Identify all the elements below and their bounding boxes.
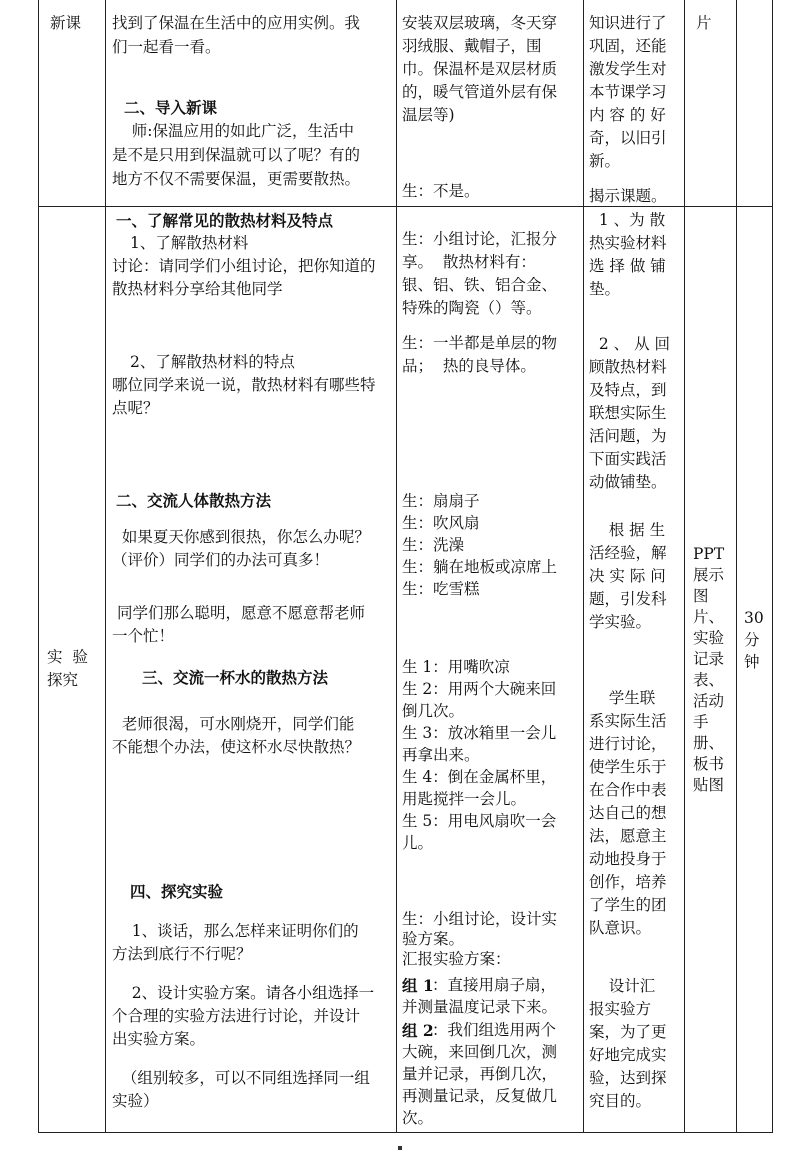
- teacher-text: 找到了保温在生活中的应用实例。我: [112, 14, 361, 32]
- intent-text: 及特点，到: [589, 381, 667, 399]
- resource-text: 板书: [693, 755, 725, 773]
- resource-text: 手: [693, 713, 709, 731]
- column-divider: [396, 0, 397, 1132]
- subsection-title: 1、了解散热材料: [130, 234, 249, 252]
- student-text: 生：小组讨论，设计实: [402, 910, 558, 928]
- teacher-text: 同学们那么聪明，愿意不愿意帮老师: [112, 604, 365, 622]
- teacher-text: 散热材料分享给其他同学: [112, 280, 283, 298]
- intent-text: 巩固，还能: [589, 37, 667, 55]
- resource-text: 记录: [693, 650, 725, 668]
- teacher-text: 如果夏天你感到很热，你怎么办呢？: [112, 528, 370, 546]
- student-text: 温层等): [402, 106, 455, 124]
- teacher-text: 2、设计实验方案。请各小组选择一: [112, 984, 375, 1002]
- student-text: 生 1：用嘴吹凉: [402, 658, 510, 676]
- student-text: 银、铝、铁、铝合金、: [402, 276, 558, 294]
- student-text: 用匙搅拌一会儿。: [402, 790, 527, 808]
- intent-text: 究目的。: [589, 1092, 652, 1110]
- teacher-text: （组别较多，可以不同组选择同一组: [112, 1069, 370, 1087]
- intent-text: 垫。: [589, 280, 621, 298]
- teacher-text: 实验）: [112, 1092, 159, 1110]
- column-divider: [736, 0, 737, 1132]
- resource-row1: 片: [696, 14, 712, 32]
- student-text: 生：一半都是单层的物: [402, 334, 558, 352]
- teacher-text: 是不是只用到保温就可以了呢？有的: [112, 146, 361, 164]
- intent-text: 学生联: [589, 689, 656, 707]
- resource-text: PPT: [693, 545, 725, 563]
- teacher-text: 一个忙！: [112, 627, 175, 645]
- intent-text: 揭示课题。: [589, 187, 667, 205]
- teacher-text: 讨论：请同学们小组讨论，把你知道的: [112, 257, 376, 275]
- section-title: 一、了解常见的散热材料及特点: [116, 211, 334, 230]
- intent-text: 报实验方: [589, 1000, 652, 1018]
- intent-text: 创作，培养: [589, 873, 667, 891]
- stage-label-experiment: 实 验: [47, 648, 88, 666]
- student-text: 享。 散热材料有：: [402, 253, 536, 271]
- resource-text: 活动: [693, 692, 725, 710]
- subsection-title: 2、了解散热材料的特点: [130, 353, 295, 371]
- intent-text: 题，引发科: [589, 590, 667, 608]
- intent-text: 达自己的想: [589, 804, 667, 822]
- section-title: 四、探究实验: [130, 882, 224, 901]
- section-title: 二、交流人体散热方法: [116, 491, 272, 510]
- group-label: 组 1: [402, 976, 434, 995]
- resource-text: 实验: [693, 629, 725, 647]
- student-text: 汇报实验方案：: [402, 950, 511, 968]
- page-mark: [398, 1146, 402, 1150]
- intent-text: 好地完成实: [589, 1046, 667, 1064]
- student-text: 生：不是。: [402, 182, 480, 200]
- resource-text: 展示: [693, 566, 725, 584]
- student-text: 羽绒服、戴帽子，围: [402, 37, 542, 55]
- intent-text: 设计汇: [589, 977, 656, 995]
- intent-text: 案，为了更: [589, 1023, 667, 1041]
- stage-label-inquiry: 探究: [47, 671, 79, 689]
- student-text: ：直接用扇子扇，: [432, 976, 557, 994]
- time-text: 30: [744, 609, 764, 627]
- student-text: 量并记录，再倒几次，: [402, 1065, 558, 1083]
- student-text: 儿。: [402, 834, 434, 852]
- intent-text: 活问题，为: [589, 427, 667, 445]
- intent-text: 法，愿意主: [589, 827, 667, 845]
- stage-label-new-lesson: 新课: [50, 14, 82, 32]
- teacher-text: 方法到底行不行呢？: [112, 945, 252, 963]
- student-text: 大碗，来回倒几次，测: [402, 1043, 558, 1061]
- resource-text: 图: [693, 587, 709, 605]
- teacher-text: 师:保温应用的如此广泛，生活中: [112, 122, 354, 140]
- intent-text: 热实验材料: [589, 234, 667, 252]
- column-divider: [684, 0, 685, 1132]
- student-text: 并测量温度记录下来。: [402, 998, 558, 1016]
- resource-text: 册、: [693, 734, 725, 752]
- teacher-text: 出实验方案。: [112, 1030, 206, 1048]
- intent-text: 奇，以旧引: [589, 129, 667, 147]
- intent-text: 联想实际生: [589, 404, 667, 422]
- intent-text: 下面实践活: [589, 450, 667, 468]
- intent-text: 系实际生活: [589, 712, 667, 730]
- intent-text: 活经验，解: [589, 544, 667, 562]
- teacher-text: 哪位同学来说一说，散热材料有哪些特: [112, 376, 376, 394]
- student-text: 生：吹风扇: [402, 514, 480, 532]
- student-text: 生 3：放冰箱里一会儿: [402, 724, 557, 742]
- section-title: 三、交流一杯水的散热方法: [142, 668, 329, 687]
- column-divider: [583, 0, 584, 1132]
- intent-text: 了学生的团: [589, 896, 667, 914]
- intent-text: 动地投身于: [589, 850, 667, 868]
- intent-text: 顾散热材料: [589, 358, 667, 376]
- intent-text: 2 、 从 回: [589, 335, 671, 353]
- intent-text: 知识进行了: [589, 14, 667, 32]
- intent-text: 学实验。: [589, 613, 652, 631]
- student-text: ：我们组选用两个: [432, 1021, 557, 1039]
- teacher-text: 不能想个办法，使这杯水尽快散热？: [112, 738, 361, 756]
- teacher-text: 们一起看一看。: [112, 38, 221, 56]
- column-divider: [105, 0, 106, 1132]
- intent-text: 队意识。: [589, 919, 652, 937]
- student-text: 的，暖气管道外层有保: [402, 83, 558, 101]
- resource-text: 表、: [693, 671, 725, 689]
- teacher-text: 个合理的实验方法进行讨论，并设计: [112, 1007, 361, 1025]
- teacher-text: 地方不仅不需要保温，更需要散热。: [112, 170, 361, 188]
- teacher-text: 1、谈话，那么怎样来证明你们的: [112, 922, 359, 940]
- intent-text: 使学生乐于: [589, 758, 667, 776]
- intent-text: 本节课学习: [589, 83, 667, 101]
- student-text: 特殊的陶瓷（）等。: [402, 299, 542, 317]
- student-text: 生：吃雪糕: [402, 580, 480, 598]
- intent-text: 激发学生对: [589, 60, 667, 78]
- student-text: 次。: [402, 1109, 434, 1127]
- student-text: 生 4：倒在金属杯里，: [402, 768, 557, 786]
- teacher-text: 老师很渴，可水刚烧开，同学们能: [112, 715, 355, 733]
- student-text: 倒几次。: [402, 702, 465, 720]
- intent-text: 新。: [589, 152, 621, 170]
- student-text: 品； 热的良导体。: [402, 357, 536, 375]
- student-text: 再拿出来。: [402, 746, 480, 764]
- student-text: 生：小组讨论，汇报分: [402, 230, 558, 248]
- student-text: 巾。保温杯是双层材质: [402, 60, 558, 78]
- time-text: 钟: [744, 653, 760, 671]
- intent-text: 在合作中表: [589, 781, 667, 799]
- intent-text: 决 实 际 问: [589, 567, 666, 585]
- intent-text: 根 据 生: [589, 521, 666, 539]
- intent-text: 进行讨论，: [589, 735, 667, 753]
- resource-text: 片、: [693, 608, 725, 626]
- intent-text: 验，达到探: [589, 1069, 667, 1087]
- student-text: 验方案。: [402, 930, 465, 948]
- student-text: 生 2：用两个大碗来回: [402, 680, 557, 698]
- student-text: 再测量记录，反复做几: [402, 1087, 558, 1105]
- student-text: 生：洗澡: [402, 536, 465, 554]
- intent-text: 选 择 做 铺: [589, 257, 666, 275]
- intent-text: 动做铺垫。: [589, 473, 667, 491]
- resource-text: 贴图: [693, 776, 725, 794]
- intent-text: 1 、为 散: [589, 211, 666, 229]
- section-title: 二、导入新课: [124, 98, 218, 117]
- teacher-text: （评价）同学们的办法可真多！: [112, 551, 330, 569]
- intent-text: 内 容 的 好: [589, 106, 666, 124]
- student-text: 生：扇扇子: [402, 492, 480, 510]
- student-text: 生 5：用电风扇吹一会: [402, 812, 557, 830]
- time-text: 分: [744, 631, 760, 649]
- student-text: 生：躺在地板或凉席上: [402, 558, 558, 576]
- teacher-text: 点呢？: [112, 399, 159, 417]
- student-text: 安装双层玻璃，冬天穿: [402, 14, 558, 32]
- group-label: 组 2: [402, 1021, 434, 1040]
